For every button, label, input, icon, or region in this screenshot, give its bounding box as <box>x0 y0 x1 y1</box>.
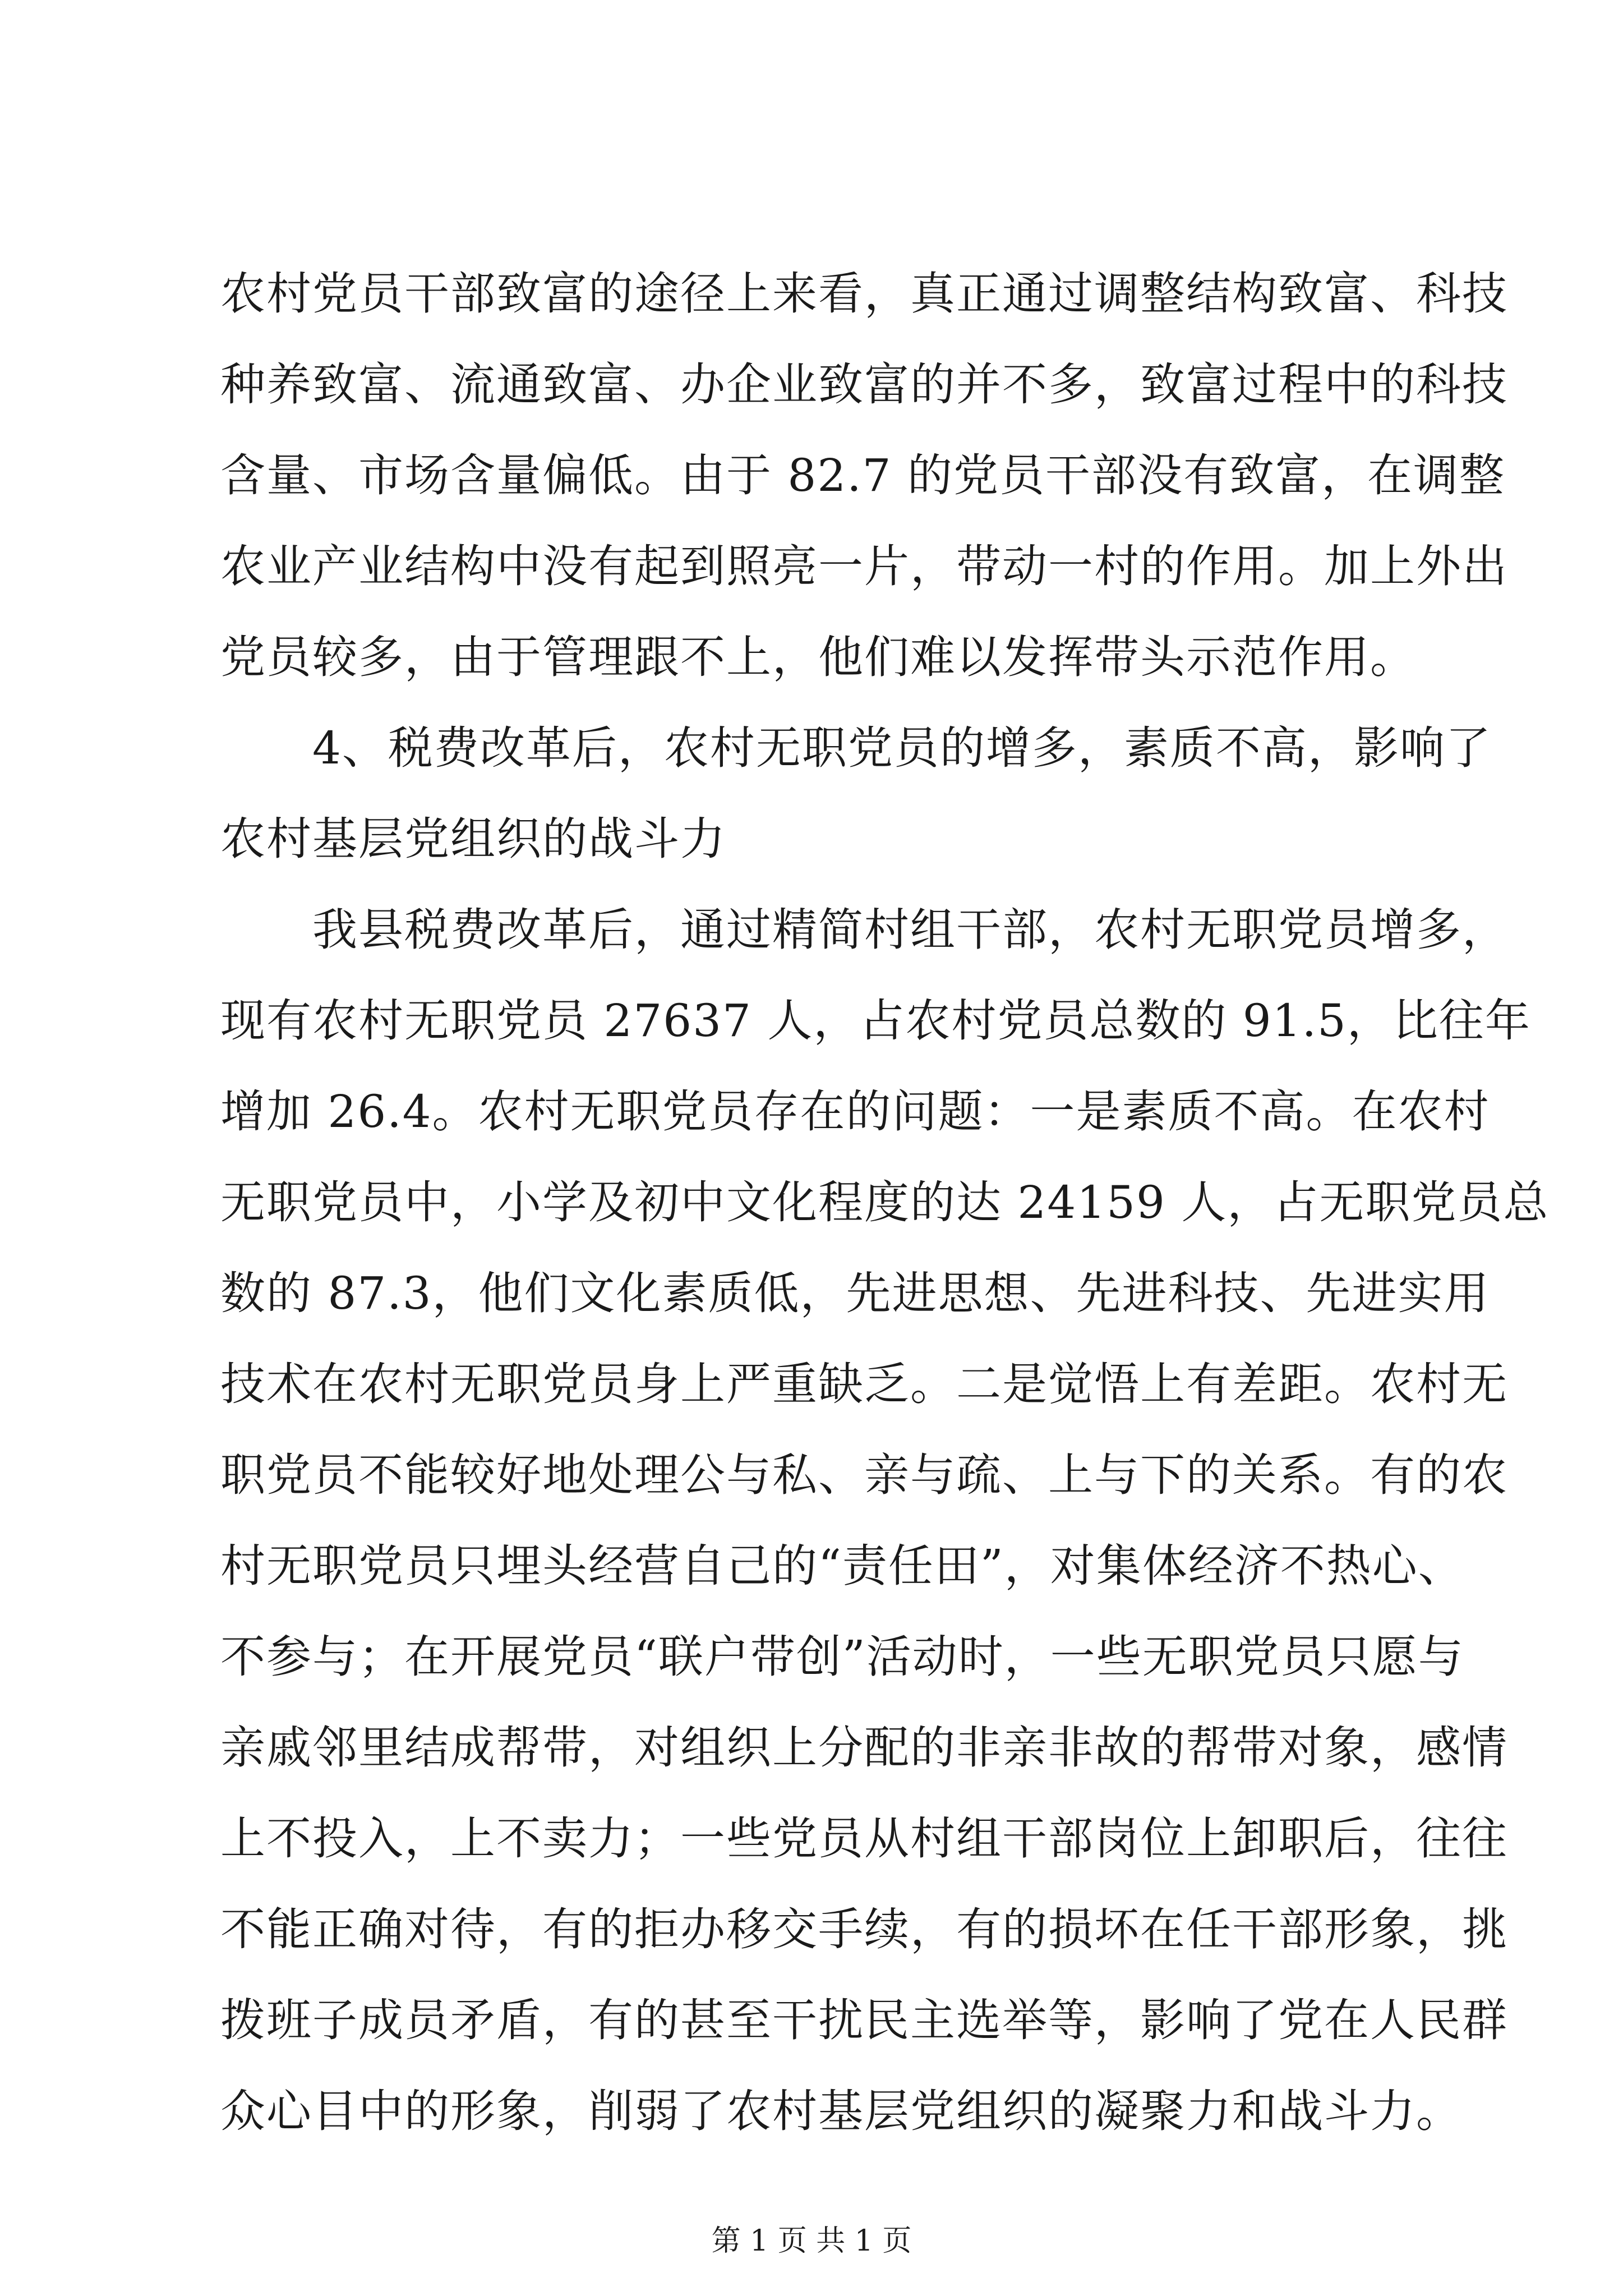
text-line: 增加 26.4。农村无职党员存在的问题：一是素质不高。在农村 <box>220 1085 1490 1138</box>
text-line: 技术在农村无职党员身上严重缺乏。二是觉悟上有差距。农村无 <box>220 1358 1508 1410</box>
text-line: 种养致富、流通致富、办企业致富的并不多，致富过程中的科技 <box>220 358 1508 411</box>
text-line: 农村党员干部致富的途径上来看，真正通过调整结构致富、科技 <box>220 268 1508 320</box>
text-line: 含量、市场含量偏低。由于 82.7 的党员干部没有致富，在调整 <box>220 449 1505 501</box>
text-line: 上不投入，上不卖力；一些党员从村组干部岗位上卸职后，往往 <box>220 1812 1508 1865</box>
text-line: 农业产业结构中没有起到照亮一片，带动一村的作用。加上外出 <box>220 540 1508 592</box>
text-line: 村无职党员只埋头经营自己的“责任田”，对集体经济不热心、 <box>220 1540 1464 1592</box>
text-line: 拨班子成员矛盾，有的甚至干扰民主选举等，影响了党在人民群 <box>220 1994 1508 2046</box>
text-line: 党员较多，由于管理跟不上，他们难以发挥带头示范作用。 <box>220 631 1416 683</box>
text-line: 无职党员中，小学及初中文化程度的达 24159 人，占无职党员总 <box>220 1176 1550 1228</box>
text-line: 我县税费改革后，通过精简村组干部，农村无职党员增多， <box>220 904 1508 956</box>
text-line: 众心目中的形象，削弱了农村基层党组织的凝聚力和战斗力。 <box>220 2085 1462 2137</box>
section-heading-line: 4、税费改革后，农村无职党员的增多，素质不高，影响了 <box>220 722 1492 774</box>
text-line: 职党员不能较好地处理公与私、亲与疏、上与下的关系。有的农 <box>220 1449 1508 1501</box>
page-number: 第 1 页 共 1 页 <box>711 2224 912 2258</box>
text-line: 数的 87.3，他们文化素质低，先进思想、先进科技、先进实用 <box>220 1267 1490 1319</box>
text-line: 亲戚邻里结成帮带，对组织上分配的非亲非故的帮带对象，感情 <box>220 1722 1508 1774</box>
text-line: 现有农村无职党员 27637 人，占农村党员总数的 91.5，比往年 <box>220 995 1531 1047</box>
section-heading-line: 农村基层党组织的战斗力 <box>220 813 726 865</box>
text-line: 不参与；在开展党员“联户带创”活动时，一些无职党员只愿与 <box>220 1631 1464 1683</box>
text-line: 不能正确对待，有的拒办移交手续，有的损坏在任干部形象，挑 <box>220 1903 1508 1955</box>
